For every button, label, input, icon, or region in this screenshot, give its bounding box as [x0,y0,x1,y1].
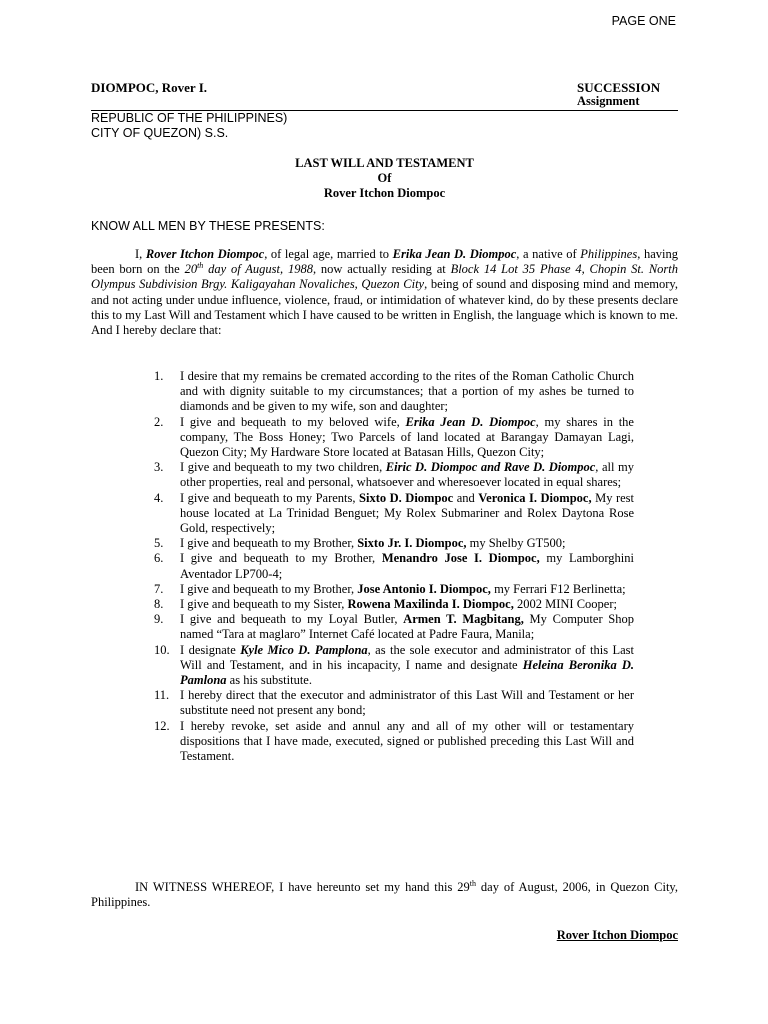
clause-body: I desire that my remains be cremated according to the rites of the Roman Catholic Church and with dignity suitable to my circumstances; that a portion of my ashes be turned to diamonds and be given to my wife, son and daughter; [180,369,634,414]
substitute-executor-name: Heleina Beronika D. Pamlona [180,657,635,688]
clause-body: I give and bequeath to my Parents, [180,490,360,505]
clause-item [154,551,634,581]
clause-item [154,460,634,490]
header-assignment: Assignment [577,94,640,108]
residence-address: Block 14 Lot 35 Phase 4, Chopin St. North Olympus Subdivision Brgy. Kaligayahan Novaliches, Quezon City [91,262,679,292]
document-header [91,78,678,111]
clause-number: 9. [154,612,164,627]
clause-item [154,582,634,597]
page-label: PAGE ONE [611,14,676,28]
clause-body: My rest house located at La Trinidad Benguet; My Rolex Submariner and Rolex Daytona Rose Gold, respectively; [180,490,635,536]
clause-item [154,612,634,642]
title-line-3: Rover Itchon Diompoc [323,186,446,200]
clause-text [180,491,634,537]
clause-body: I give and bequeath to my Brother, [180,536,358,551]
clause-item [154,643,634,689]
clause-text [180,551,634,581]
intro-text: I, [135,247,146,261]
clause-body: My Computer Shop named “Tara at maglaro” Internet Café located at Padre Faura, Manila; [180,612,635,642]
clause-text [180,688,634,718]
clause-list [154,369,634,764]
clause-body: I designate [180,642,241,657]
clause-body: 2002 MINI Cooper; [513,597,617,612]
header-succession: SUCCESSION [577,80,661,95]
beneficiary-name: Veronica I. Diompoc, [478,490,592,505]
executor-name: Kyle Mico D. Pamplona [240,642,368,657]
venue-block [91,111,287,141]
intro-text: , a native of [516,247,581,261]
beneficiary-name: Sixto Jr. I. Diompoc, [357,536,467,551]
clause-text [180,612,634,642]
clause-number: 10. [154,642,170,657]
clause-body: I give and bequeath to my Brother, [180,581,358,596]
clause-body: my Ferrari F12 Berlinetta; [490,581,626,596]
beneficiary-name: Eiric D. Diompoc and Rave D. Diompoc [385,460,596,475]
clause-number: 4. [154,490,164,505]
clause-body: I give and bequeath to my Loyal Butler, [180,612,404,627]
clause-item [154,536,634,551]
beneficiary-name: Armen T. Magbitang, [403,612,524,627]
venue-city: CITY OF QUEZON) S.S. [91,126,229,140]
header-name: DIOMPOC, Rover I. [91,80,208,95]
clause-item [154,369,634,415]
beneficiary-name: Jose Antonio I. Diompoc, [357,581,491,596]
clause-number: 5. [154,536,164,551]
birth-day-suffix: th [197,261,204,271]
clause-text [180,643,634,689]
clause-number: 8. [154,597,164,612]
clause-body: I hereby direct that the executor and administrator of this Last Will and Testament or her substitute need not present any bond; [180,688,634,718]
testator-name: Rover Itchon Diompoc [145,247,265,261]
witness-text: day of August, 2006, in Quezon City, Philippines. [91,880,678,910]
clause-number: 12. [154,718,170,733]
venue-republic: REPUBLIC OF THE PHILIPPINES) [91,111,288,125]
clause-number: 2. [154,414,164,429]
intro-text: , now actually residing at [312,262,451,277]
clause-item [154,491,634,537]
beneficiary-name: Menandro Jose I. Diompoc, [381,551,540,566]
clause-body: I give and bequeath to my Brother, [180,551,382,566]
clause-body: as his substitute. [226,673,312,688]
clause-item [154,597,634,612]
witness-text: IN WITNESS WHEREOF, I have hereunto set my hand this 29 [135,880,470,894]
clause-item [154,688,634,718]
spouse-name: Erika Jean D. Diompoc [392,247,517,261]
clause-number: 6. [154,551,164,566]
intro-text: , having been born on the [91,247,678,277]
clause-body: I give and bequeath to my two children, [180,460,386,475]
document-title [91,156,678,201]
birth-day: 20 [184,262,198,277]
clause-body: my Lamborghini Aventador LP700-4; [180,551,635,581]
intro-text: , being of sound and disposing mind and memory, and not acting under undue influence, violence, fraud, or intimidation of whatever kind, do by these presents declare this to my Last Will and Testament which I have caused to be written in English, the language which is known to me. And I hereby declare that: [91,277,678,338]
clause-body: my Shelby GT500; [466,536,566,551]
clause-number: 11. [154,688,170,703]
clause-text [180,460,634,490]
beneficiary-name: Sixto D. Diompoc [359,490,454,505]
clause-item [154,415,634,461]
clause-body: , as the sole executor and administrator of this Last Will and Testament, and in his incapacity, I name and designate [180,642,634,672]
witness-day-suffix: th [469,878,477,888]
clause-text [180,369,634,415]
intro-text: , of legal age, married to [264,247,393,261]
beneficiary-name: Erika Jean D. Diompoc [405,414,536,429]
nativity: Philippines [580,247,638,261]
title-line-2: Of [377,171,392,185]
clause-body: , my shares in the company, The Boss Honey; Two Parcels of land located at Barangay Damayan Lagi, Quezon City; My Hardware Store located at Batasan Hills, Quezon City; [180,414,634,460]
witness-paragraph [91,880,678,910]
testator-signature: Rover Itchon Diompoc [556,928,678,942]
know-all-men: KNOW ALL MEN BY THESE PRESENTS: [91,219,325,233]
beneficiary-name: Rowena Maxilinda I. Diompoc, [347,597,514,612]
clause-item [154,719,634,765]
clause-body: I give and bequeath to my beloved wife, [180,414,406,429]
title-line-1: LAST WILL AND TESTAMENT [295,156,474,170]
clause-text [180,582,634,597]
clause-body: and [453,490,479,505]
intro-paragraph [91,247,678,338]
clause-number: 3. [154,460,164,475]
birth-date [185,262,313,276]
clause-body: , all my other properties, real and personal, whatsoever and wheresoever located in equal shares; [180,460,634,490]
clause-text [180,719,634,765]
clause-number: 1. [154,369,164,383]
clause-body: I give and bequeath to my Sister, [180,597,348,612]
clause-number: 7. [154,581,164,596]
clause-body: I hereby revoke, set aside and annul any and all of my other will or testamentary dispositions that I have made, executed, signed or published preceding this Last Will and Testament. [180,718,634,764]
clause-text [180,536,634,551]
clause-text [180,415,634,461]
clause-text [180,597,634,612]
birth-date-rest: day of August, 1988 [203,262,313,277]
